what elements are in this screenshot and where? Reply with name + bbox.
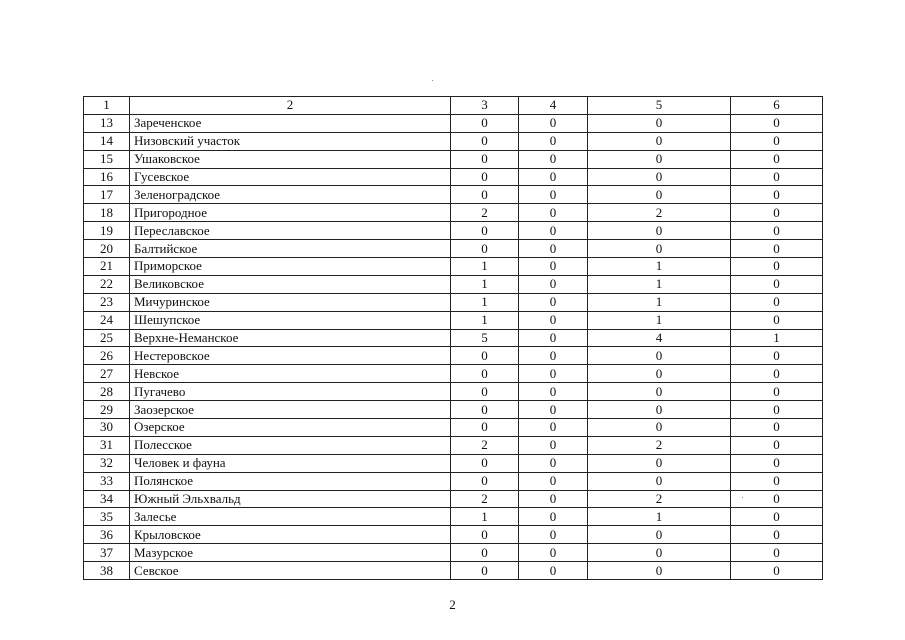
value-cell-6: 0: [731, 436, 823, 454]
value-cell-5: 0: [588, 472, 731, 490]
header-cell-5: 5: [588, 97, 731, 115]
value-cell-3: 0: [451, 401, 519, 419]
page-number: 2: [449, 597, 456, 612]
row-number-cell: 35: [84, 508, 130, 526]
value-cell-6: 0: [731, 454, 823, 472]
table-row: [84, 329, 823, 347]
value-cell-3: 0: [451, 132, 519, 150]
value-cell-6: 0: [731, 132, 823, 150]
row-number-cell: 18: [84, 204, 130, 222]
value-cell-3: 1: [451, 311, 519, 329]
header-cell-1: 1: [84, 97, 130, 115]
row-number-cell: 17: [84, 186, 130, 204]
value-cell-6: 0: [731, 419, 823, 437]
row-number-cell: 31: [84, 436, 130, 454]
table-row: [84, 472, 823, 490]
table-body: [84, 97, 823, 580]
value-cell-6: 0: [731, 472, 823, 490]
value-cell-4: 0: [519, 454, 588, 472]
table-row: [84, 454, 823, 472]
name-cell: Верхне-Неманское: [130, 329, 451, 347]
value-cell-4: 0: [519, 275, 588, 293]
value-cell-6: 0: [731, 258, 823, 276]
table-row: [84, 562, 823, 580]
name-cell: Мичуринское: [130, 293, 451, 311]
value-cell-4: 0: [519, 490, 588, 508]
table-row: [84, 258, 823, 276]
value-cell-4: 0: [519, 401, 588, 419]
value-cell-3: 1: [451, 258, 519, 276]
value-cell-4: 0: [519, 240, 588, 258]
name-cell: Шешупское: [130, 311, 451, 329]
value-cell-4: 0: [519, 329, 588, 347]
value-cell-6: 0: [731, 401, 823, 419]
name-cell: Зареченское: [130, 114, 451, 132]
header-cell-6: 6: [731, 97, 823, 115]
value-cell-3: 0: [451, 222, 519, 240]
value-cell-4: 0: [519, 365, 588, 383]
value-cell-4: 0: [519, 204, 588, 222]
header-cell-3: 3: [451, 97, 519, 115]
value-cell-5: 2: [588, 490, 731, 508]
row-number-cell: 32: [84, 454, 130, 472]
table-row: [84, 150, 823, 168]
table-row: [84, 419, 823, 437]
name-cell: Залесье: [130, 508, 451, 526]
value-cell-3: 0: [451, 419, 519, 437]
value-cell-6: 0: [731, 347, 823, 365]
name-cell: Пугачево: [130, 383, 451, 401]
table-row: [84, 544, 823, 562]
value-cell-4: 0: [519, 293, 588, 311]
value-cell-4: 0: [519, 472, 588, 490]
table-row: [84, 222, 823, 240]
value-cell-4: 0: [519, 383, 588, 401]
row-number-cell: 16: [84, 168, 130, 186]
name-cell: Балтийское: [130, 240, 451, 258]
value-cell-3: 1: [451, 275, 519, 293]
name-cell: Человек и фауна: [130, 454, 451, 472]
table-row: [84, 114, 823, 132]
name-cell: Мазурское: [130, 544, 451, 562]
value-cell-5: 0: [588, 419, 731, 437]
value-cell-3: 2: [451, 204, 519, 222]
value-cell-4: 0: [519, 526, 588, 544]
table-row: [84, 240, 823, 258]
value-cell-4: 0: [519, 168, 588, 186]
value-cell-3: 1: [451, 508, 519, 526]
row-number-cell: 14: [84, 132, 130, 150]
value-cell-4: 0: [519, 544, 588, 562]
value-cell-5: 1: [588, 258, 731, 276]
table-row: [84, 508, 823, 526]
name-cell: Переславское: [130, 222, 451, 240]
value-cell-4: 0: [519, 186, 588, 204]
value-cell-6: 1: [731, 329, 823, 347]
value-cell-3: 0: [451, 454, 519, 472]
row-number-cell: 26: [84, 347, 130, 365]
table-row: [84, 365, 823, 383]
value-cell-3: 0: [451, 526, 519, 544]
value-cell-5: 0: [588, 383, 731, 401]
value-cell-3: 0: [451, 186, 519, 204]
table-header-row: [84, 97, 823, 115]
row-number-cell: 19: [84, 222, 130, 240]
value-cell-5: 1: [588, 275, 731, 293]
name-cell: Приморское: [130, 258, 451, 276]
value-cell-5: 0: [588, 240, 731, 258]
value-cell-3: 5: [451, 329, 519, 347]
value-cell-5: 2: [588, 436, 731, 454]
value-cell-3: 0: [451, 365, 519, 383]
value-cell-6: 0: [731, 311, 823, 329]
value-cell-3: 0: [451, 562, 519, 580]
value-cell-5: 0: [588, 114, 731, 132]
row-number-cell: 33: [84, 472, 130, 490]
value-cell-6: 0: [731, 204, 823, 222]
value-cell-3: 0: [451, 383, 519, 401]
value-cell-3: 0: [451, 472, 519, 490]
value-cell-5: 0: [588, 347, 731, 365]
value-cell-5: 1: [588, 311, 731, 329]
value-cell-5: 1: [588, 293, 731, 311]
row-number-cell: 23: [84, 293, 130, 311]
value-cell-6: 0: [731, 275, 823, 293]
name-cell: Полесское: [130, 436, 451, 454]
value-cell-5: 0: [588, 526, 731, 544]
table-row: [84, 401, 823, 419]
value-cell-5: 0: [588, 150, 731, 168]
value-cell-3: 2: [451, 436, 519, 454]
name-cell: Ушаковское: [130, 150, 451, 168]
table-row: [84, 168, 823, 186]
table-row: [84, 275, 823, 293]
value-cell-5: 0: [588, 562, 731, 580]
value-cell-6: 0: [731, 508, 823, 526]
row-number-cell: 13: [84, 114, 130, 132]
row-number-cell: 29: [84, 401, 130, 419]
value-cell-5: 0: [588, 454, 731, 472]
value-cell-6: 0: [731, 526, 823, 544]
row-number-cell: 21: [84, 258, 130, 276]
value-cell-5: 0: [588, 132, 731, 150]
value-cell-5: 1: [588, 508, 731, 526]
name-cell: Нестеровское: [130, 347, 451, 365]
value-cell-5: 0: [588, 401, 731, 419]
value-cell-4: 0: [519, 436, 588, 454]
table-row: [84, 347, 823, 365]
value-cell-3: 2: [451, 490, 519, 508]
value-cell-4: 0: [519, 419, 588, 437]
name-cell: Зеленоградское: [130, 186, 451, 204]
value-cell-4: 0: [519, 114, 588, 132]
value-cell-6: 0: [731, 186, 823, 204]
value-cell-6: 0: [731, 562, 823, 580]
row-number-cell: 24: [84, 311, 130, 329]
value-cell-4: 0: [519, 508, 588, 526]
row-number-cell: 22: [84, 275, 130, 293]
table-row: [84, 204, 823, 222]
value-cell-6: 0: [731, 150, 823, 168]
name-cell: Пригородное: [130, 204, 451, 222]
name-cell: Полянское: [130, 472, 451, 490]
table-row: [84, 436, 823, 454]
row-number-cell: 25: [84, 329, 130, 347]
value-cell-4: 0: [519, 311, 588, 329]
table-row: [84, 383, 823, 401]
value-cell-6: 0: [731, 222, 823, 240]
row-number-cell: 20: [84, 240, 130, 258]
row-number-cell: 37: [84, 544, 130, 562]
table-row: [84, 132, 823, 150]
value-cell-3: 0: [451, 544, 519, 562]
value-cell-3: 0: [451, 347, 519, 365]
table-row: [84, 526, 823, 544]
value-cell-5: 0: [588, 365, 731, 383]
name-cell: Невское: [130, 365, 451, 383]
header-cell-4: 4: [519, 97, 588, 115]
value-cell-6: 0: [731, 168, 823, 186]
name-cell: Великовское: [130, 275, 451, 293]
name-cell: Севское: [130, 562, 451, 580]
name-cell: Озерское: [130, 419, 451, 437]
header-cell-2: 2: [130, 97, 451, 115]
value-cell-6: 0: [731, 544, 823, 562]
value-cell-5: 0: [588, 168, 731, 186]
row-number-cell: 15: [84, 150, 130, 168]
value-cell-4: 0: [519, 562, 588, 580]
value-cell-4: 0: [519, 222, 588, 240]
value-cell-5: 0: [588, 222, 731, 240]
value-cell-3: 0: [451, 168, 519, 186]
table-row: [84, 293, 823, 311]
value-cell-6: 0: [731, 240, 823, 258]
value-cell-5: 2: [588, 204, 731, 222]
name-cell: Низовский участок: [130, 132, 451, 150]
value-cell-3: 0: [451, 240, 519, 258]
row-number-cell: 27: [84, 365, 130, 383]
name-cell: Крыловское: [130, 526, 451, 544]
row-number-cell: 30: [84, 419, 130, 437]
value-cell-6: 0: [731, 383, 823, 401]
row-number-cell: 28: [84, 383, 130, 401]
name-cell: Заозерское: [130, 401, 451, 419]
name-cell: Гусевское: [130, 168, 451, 186]
value-cell-4: 0: [519, 132, 588, 150]
value-cell-6: 0: [731, 490, 823, 508]
value-cell-3: 0: [451, 150, 519, 168]
value-cell-6: 0: [731, 293, 823, 311]
value-cell-6: 0: [731, 365, 823, 383]
row-number-cell: 34: [84, 490, 130, 508]
value-cell-4: 0: [519, 347, 588, 365]
data-table: [83, 96, 823, 580]
row-number-cell: 36: [84, 526, 130, 544]
table-row: [84, 490, 823, 508]
value-cell-6: 0: [731, 114, 823, 132]
table-row: [84, 186, 823, 204]
value-cell-5: 4: [588, 329, 731, 347]
value-cell-4: 0: [519, 258, 588, 276]
value-cell-4: 0: [519, 150, 588, 168]
scan-speck: [432, 80, 433, 81]
value-cell-3: 1: [451, 293, 519, 311]
value-cell-5: 0: [588, 186, 731, 204]
value-cell-3: 0: [451, 114, 519, 132]
table-row: [84, 311, 823, 329]
name-cell: Южный Эльхвальд: [130, 490, 451, 508]
value-cell-5: 0: [588, 544, 731, 562]
row-number-cell: 38: [84, 562, 130, 580]
